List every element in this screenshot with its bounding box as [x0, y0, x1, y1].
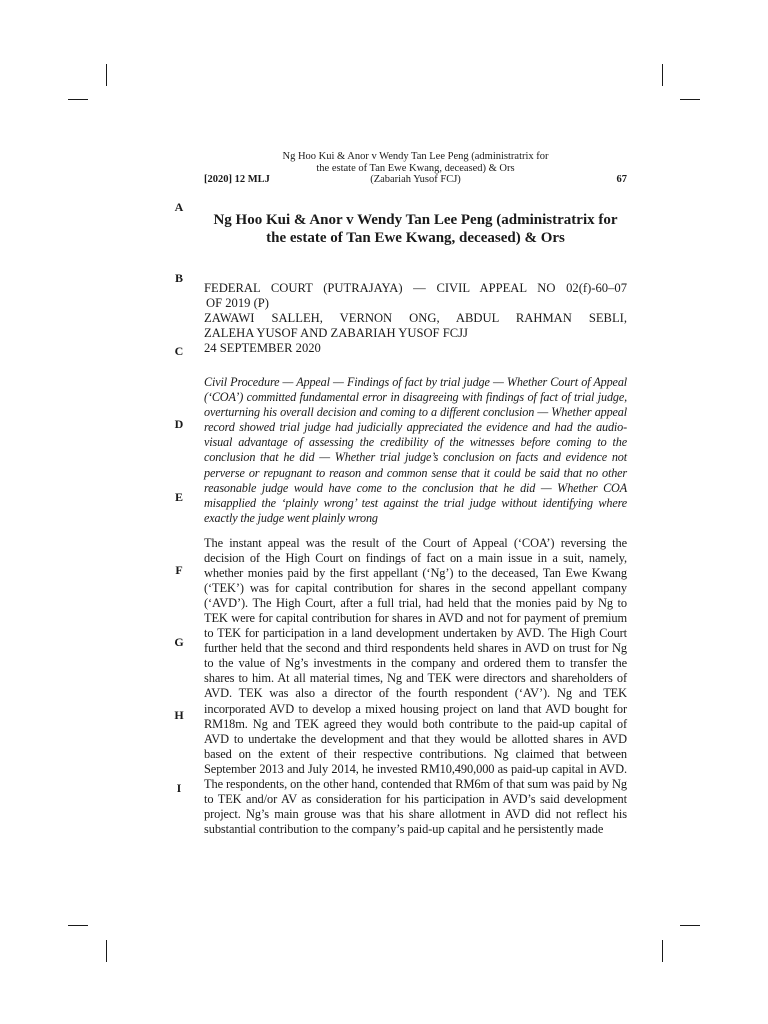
- margin-letter: F: [175, 563, 183, 577]
- running-head-title: Ng Hoo Kui & Anor v Wendy Tan Lee Peng (administratrix for the estate of Tan Ewe Kwang, deceased) & Ors (Zabariah Yusof FCJ): [282, 151, 549, 185]
- judges-line: ZALEHA YUSOF AND ZABARIAH YUSOF FCJJ: [204, 326, 468, 340]
- margin-letter: I: [176, 781, 182, 795]
- margin-letter: E: [174, 490, 183, 504]
- running-head: [204, 151, 627, 186]
- catchwords: Civil Procedure — Appeal — Findings of fact by trial judge — Whether Court of Appeal (‘COA’) committed fundamental error in disagreeing with findings of fact of trial judge, overturning his overall decision and coming to a different conclusion — Whether appeal record showed trial judge had judicially appreciated the evidence and had the audio-visual advantage of assessing the credibility of the witnesses before coming to the conclusion that he did — Whether trial judge’s conclusion on facts and evidence not perverse or repugnant to reason and common sense that it could be said that no other reasonable judge would have come to the conclusion that he did — Whether COA misapplied the ‘plainly wrong’ test against the trial judge without identifying where exactly the judge went plainly wrong: [204, 375, 627, 525]
- crop-mark: [662, 940, 663, 962]
- crop-mark: [662, 64, 663, 86]
- crop-mark: [106, 940, 107, 962]
- margin-letter: A: [174, 200, 184, 214]
- margin-letter: H: [174, 708, 184, 722]
- case-title: Ng Hoo Kui & Anor v Wendy Tan Lee Peng (administratrix for the estate of Tan Ewe Kwang, deceased) & Ors: [213, 212, 618, 246]
- court-info: [204, 281, 627, 356]
- margin-letter: C: [174, 344, 184, 358]
- decision-date: 24 SEPTEMBER 2020: [204, 341, 321, 355]
- crop-mark: [106, 64, 107, 86]
- margin-letter: G: [174, 635, 184, 649]
- crop-mark: [680, 925, 700, 926]
- crop-mark: [68, 925, 88, 926]
- margin-letter: D: [174, 417, 184, 431]
- crop-mark: [68, 99, 88, 100]
- crop-mark: [680, 99, 700, 100]
- court-line: OF 2019 (P): [206, 296, 269, 310]
- court-line: FEDERAL COURT (PUTRAJAYA) — CIVIL APPEAL NO 02(f)-60–07: [204, 281, 627, 295]
- margin-letter: B: [174, 271, 183, 285]
- page-number: 67: [616, 174, 627, 185]
- judges-line: ZAWAWI SALLEH, VERNON ONG, ABDUL RAHMAN SEBLI,: [204, 311, 627, 325]
- body-paragraph: The instant appeal was the result of the Court of Appeal (‘COA’) reversing the decision of the High Court on findings of fact on a main issue in a suit, namely, whether monies paid by the first appellant (‘Ng’) to the deceased, Tan Ewe Kwang (‘TEK’) was for capital contribution for shares in the second appellant company (‘AVD’). The High Court, after a full trial, had held that the monies paid by Ng to TEK were for capital contribution for shares in AVD and not for payment of premium to TEK for participation in a land development undertaken by AVD. The High Court further held that the second and third respondents held shares in AVD on trust for Ng to the value of Ng’s investments in the company and ordered them to transfer the shares to him. At all material times, Ng and TEK were directors and shareholders of AVD. TEK was also a director of the fourth respondent (‘AV’). Ng and TEK incorporated AVD to develop a mixed housing project on land that AVD bought for RM18m. Ng and TEK agreed they would both contribute to the paid-up capital of AVD to undertake the development and that they would be allotted shares in AVD based on the extent of their respective contributions. Ng claimed that between September 2013 and July 2014, he invested RM10,490,000 as paid-up capital in AVD. The respondents, on the other hand, contended that RM6m of that sum was paid by Ng to TEK and/or AV as consideration for his participation in AVD’s said development project. Ng’s main grouse was that his share allotment in AVD did not reflect his substantial contribution to the company’s paid-up capital and he persistently made: [204, 536, 627, 836]
- citation: [2020] 12 MLJ: [204, 174, 270, 185]
